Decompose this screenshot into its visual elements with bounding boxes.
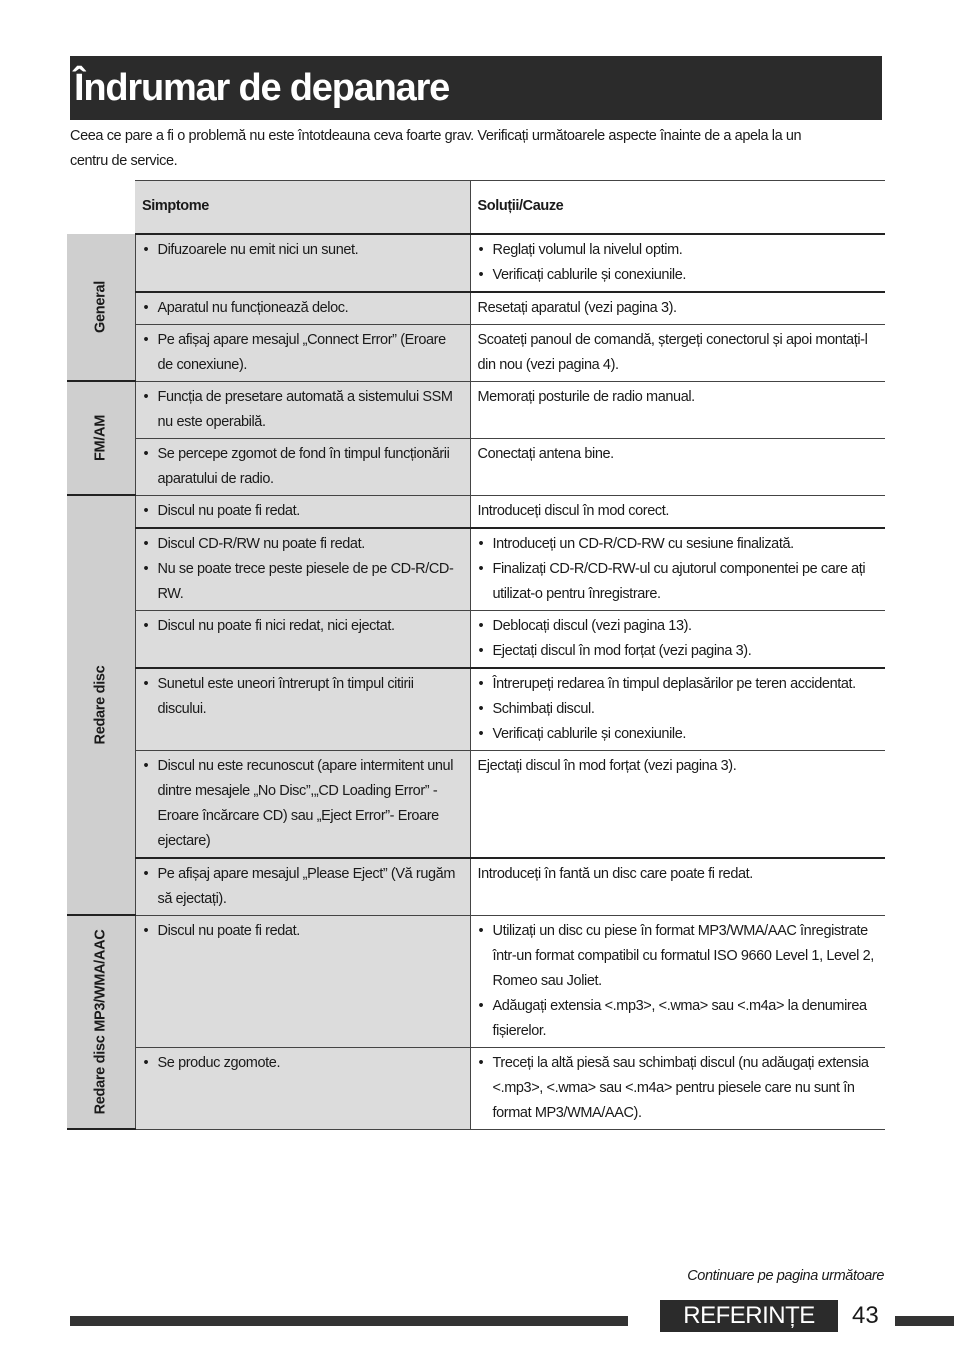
symptom-cell [135, 495, 470, 528]
symptom-cell [135, 668, 470, 751]
page-title: Îndrumar de depanare [70, 56, 882, 120]
solution-item: • Întrerupeți redarea în timpul deplasărilor pe teren accidentat. [478, 672, 879, 697]
solution-item: • Verificați cablurile și conexiunile. [478, 263, 879, 288]
table-row [67, 292, 885, 325]
symptom-cell [135, 915, 470, 1047]
category-cell [67, 234, 135, 382]
symptom-item: • Aparatul nu funcționează deloc. [143, 296, 463, 321]
symptom-item: • Discul nu poate fi nici redat, nici ejectat. [143, 614, 463, 639]
solution-cell [470, 610, 885, 668]
solution-cell [470, 750, 885, 858]
table-row [67, 528, 885, 611]
symptom-item: • Pe afișaj apare mesajul „Connect Error” (Eroare de conexiune). [143, 328, 463, 378]
solution-item: • Finalizați CD-R/CD-RW-ul cu ajutorul componentei pe care ați utilizat-o pentru înregistrare. [478, 557, 879, 607]
solution-cell [470, 381, 885, 438]
solution-cell [470, 1047, 885, 1129]
troubleshooting-table [67, 180, 885, 1130]
symptom-cell [135, 858, 470, 916]
symptom-item: • Se percepe zgomot de fond în timpul funcționării aparatului de radio. [143, 442, 463, 492]
solution-cell [470, 292, 885, 325]
symptom-cell [135, 528, 470, 611]
symptom-cell [135, 750, 470, 858]
solution-text: Scoateți panoul de comandă, ștergeți conectorul și apoi montați-l din nou (vezi pagina 4). [477, 331, 868, 373]
symptom-cell [135, 324, 470, 381]
category-label: Redare disc MP3/WMA/AAC [92, 929, 109, 1115]
solution-cell [470, 324, 885, 381]
solution-cell [470, 858, 885, 916]
table-header-row [67, 181, 885, 234]
solution-item: • Schimbați discul. [478, 697, 879, 722]
table-row [67, 915, 885, 1047]
page-number: 43 [852, 1302, 879, 1329]
symptom-item: • Funcția de presetare automată a sistemului SSM nu este operabilă. [143, 385, 463, 435]
solution-cell [470, 495, 885, 528]
solution-cell [470, 438, 885, 495]
table-row [67, 668, 885, 751]
symptom-item: • Nu se poate trece peste piesele de pe CD-R/CD-RW. [143, 557, 463, 607]
table-row [67, 1047, 885, 1129]
symptom-cell [135, 610, 470, 668]
solution-item: • Verificați cablurile și conexiunile. [478, 722, 879, 747]
table-row [67, 858, 885, 916]
category-cell [67, 495, 135, 915]
section-label: REFERINȚE [660, 1300, 838, 1332]
solution-cell [470, 915, 885, 1047]
symptom-item: • Discul nu este recunoscut (apare intermitent unul dintre mesajele „No Disc”,„CD Loading Error” - Eroare încărcare CD) sau „Eject Error”- Eroare ejectare) [143, 754, 463, 854]
category-label: Redare disc [92, 665, 109, 745]
symptom-item: • Pe afișaj apare mesajul „Please Eject” (Vă rugăm să ejectați). [143, 862, 463, 912]
solution-text: Resetați aparatul (vezi pagina 3). [477, 299, 677, 316]
symptom-item: • Discul nu poate fi redat. [143, 499, 463, 524]
header-solutions: Soluții/Cauze [470, 181, 885, 234]
symptom-item: • Discul CD-R/RW nu poate fi redat. [143, 532, 463, 557]
solution-text: Introduceți discul în mod corect. [477, 502, 670, 519]
symptom-cell [135, 438, 470, 495]
solution-text: Memorați posturile de radio manual. [477, 388, 695, 405]
table-row [67, 438, 885, 495]
footer-rule-right [895, 1316, 954, 1326]
table-row [67, 381, 885, 438]
solution-item: • Adăugați extensia <.mp3>, <.wma> sau <.m4a> la denumirea fișierelor. [478, 994, 879, 1044]
solution-text: Ejectați discul în mod forțat (vezi pagina 3). [477, 757, 737, 774]
category-label: FM/AM [92, 414, 109, 462]
solution-item: • Reglați volumul la nivelul optim. [478, 238, 879, 263]
solution-item: • Treceți la altă piesă sau schimbați discul (nu adăugați extensia <.mp3>, <.wma> sau <.m4a> pentru piesele care nu sunt în format MP3/WMA/AAC). [478, 1051, 879, 1126]
solution-text: Introduceți în fantă un disc care poate fi redat. [477, 865, 753, 882]
solution-item: • Ejectați discul în mod forțat (vezi pagina 3). [478, 639, 879, 664]
table-row [67, 234, 885, 292]
category-label: General [92, 280, 109, 333]
symptom-cell [135, 292, 470, 325]
table-row [67, 610, 885, 668]
category-cell [67, 381, 135, 495]
symptom-item: • Se produc zgomote. [143, 1051, 463, 1076]
header-symptoms: Simptome [135, 181, 470, 234]
footer-rule-left [70, 1316, 628, 1326]
symptom-cell [135, 1047, 470, 1129]
solution-item: • Deblocați discul (vezi pagina 13). [478, 614, 879, 639]
symptom-cell [135, 234, 470, 292]
category-cell [67, 915, 135, 1129]
continued-note: Continuare pe pagina următoare [687, 1268, 884, 1284]
solution-item: • Introduceți un CD-R/CD-RW cu sesiune finalizată. [478, 532, 879, 557]
header-blank-cell [67, 181, 135, 234]
solution-cell [470, 668, 885, 751]
solution-cell [470, 528, 885, 611]
table-row [67, 324, 885, 381]
symptom-item: • Sunetul este uneori întrerupt în timpul citirii discului. [143, 672, 463, 722]
solution-item: • Utilizați un disc cu piese în format MP3/WMA/AAC înregistrate într-un format compatibil cu formatul ISO 9660 Level 1, Level 2, Romeo sau Joliet. [478, 919, 879, 994]
symptom-cell [135, 381, 470, 438]
solution-cell [470, 234, 885, 292]
symptom-item: • Difuzoarele nu emit nici un sunet. [143, 238, 463, 263]
solution-text: Conectați antena bine. [477, 445, 614, 462]
intro-text: Ceea ce pare a fi o problemă nu este întotdeauna ceva foarte grav. Verificați următoarele aspecte înainte de a apela la un centru de service. [70, 128, 802, 169]
table-row [67, 495, 885, 528]
table-row [67, 750, 885, 858]
symptom-item: • Discul nu poate fi redat. [143, 919, 463, 944]
